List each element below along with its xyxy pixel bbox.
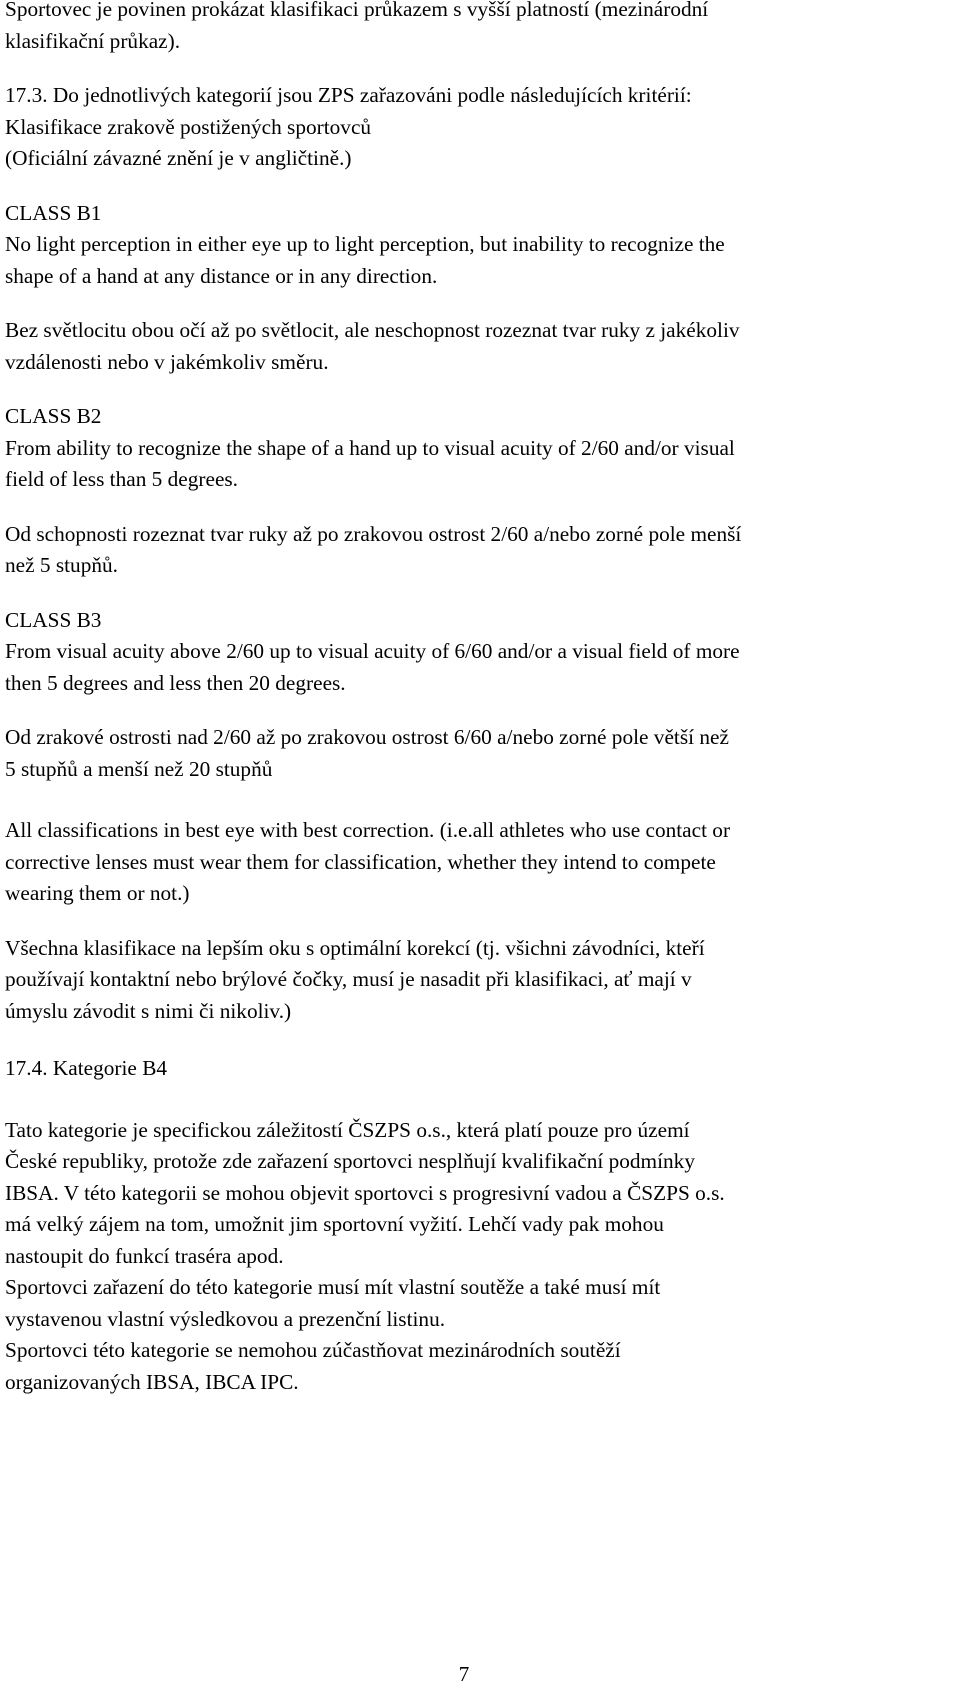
classification-note-english [5, 815, 955, 910]
text-line: then 5 degrees and less then 20 degrees. [5, 670, 346, 695]
text-line: From visual acuity above 2/60 up to visual acuity of 6/60 and/or a visual field of more [5, 639, 740, 663]
text-line: Sportovec je povinen prokázat klasifikaci průkazem s vyšší platností (mezinárodní [5, 0, 709, 21]
class-heading: CLASS B3 [5, 607, 102, 632]
text-line: Od schopnosti rozeznat tvar ruky až po zrakovou ostrost 2/60 a/nebo zorné pole menší [5, 521, 742, 546]
text-line: IBSA. V této kategorii se mohou objevit sportovci s progresivní vadou a ČSZPS o.s. [5, 1180, 725, 1205]
class-heading: CLASS B1 [5, 200, 102, 225]
text-line: Sportovci této kategorie se nemohou zúčastňovat mezinárodních soutěží [5, 1338, 621, 1362]
category-b4-text [5, 1115, 955, 1399]
text-line: 5 stupňů a menší než 20 stupňů [5, 756, 273, 781]
section-heading: 17.3. Do jednotlivých kategorií jsou ZPS zařazováni podle následujících kritérií: [5, 83, 692, 107]
text-line: úmyslu závodit s nimi či nikoliv.) [5, 998, 292, 1023]
class-b3-english [5, 605, 955, 700]
classification-note-czech [5, 933, 955, 1028]
text-line: wearing them or not.) [5, 881, 190, 905]
text-line: (Oficiální závazné znění je v angličtině.) [5, 146, 352, 170]
section-heading: 17.4. Kategorie B4 [5, 1056, 168, 1080]
section-17-4-heading [5, 1053, 955, 1085]
text-line: než 5 stupňů. [5, 553, 118, 577]
class-b2-czech [5, 519, 955, 582]
class-b3-czech [5, 722, 955, 785]
text-line: klasifikační průkaz). [5, 28, 181, 53]
text-line: Sportovci zařazení do této kategorie musí mít vlastní soutěže a také musí mít [5, 1275, 661, 1299]
class-b2-english [5, 401, 955, 496]
text-line: používají kontaktní nebo brýlové čočky, musí je nasadit při klasifikaci, ať mají v [5, 967, 692, 991]
document-page [5, 0, 955, 1398]
text-line: Bez světlocitu obou očí až po světlocit, ale neschopnost rozeznat tvar ruky z jakékoliv [5, 318, 740, 342]
text-line: vystavenou vlastní výsledkovou a prezenční listinu. [5, 1306, 446, 1331]
text-line: Všechna klasifikace na lepším oku s optimální korekcí (tj. všichni závodníci, kteří [5, 935, 705, 960]
text-line: nastoupit do funkcí traséra apod. [5, 1243, 284, 1268]
text-line: má velký zájem na tom, umožnit jim sportovní vyžití. Lehčí vady pak mohou [5, 1212, 664, 1236]
text-line: corrective lenses must wear them for classification, whether they intend to compete [5, 849, 716, 874]
text-line: Tato kategorie je specifickou záležitostí ČSZPS o.s., která platí pouze pro území [5, 1117, 690, 1142]
text-line: All classifications in best eye with best correction. (i.e.all athletes who use contact or [5, 818, 731, 842]
text-line: Od zrakové ostrosti nad 2/60 až po zrakovou ostrost 6/60 a/nebo zorné pole větší než [5, 725, 729, 749]
section-17-3 [5, 80, 955, 175]
text-line: No light perception in either eye up to light perception, but inability to recognize the [5, 232, 725, 256]
text-line: České republiky, protože zde zařazení sportovci nesplňují kvalifikační podmínky [5, 1149, 695, 1173]
text-line: organizovaných IBSA, IBCA IPC. [5, 1369, 299, 1394]
text-line: From ability to recognize the shape of a hand up to visual acuity of 2/60 and/or visual [5, 435, 735, 460]
class-b1-czech [5, 315, 955, 378]
class-heading: CLASS B2 [5, 404, 102, 428]
paragraph-classification-card [5, 0, 955, 57]
text-line: Klasifikace zrakově postižených sportovců [5, 114, 372, 139]
text-line: shape of a hand at any distance or in any direction. [5, 263, 438, 288]
class-b1-english [5, 198, 955, 293]
text-line: vzdálenosti nebo v jakémkoliv směru. [5, 349, 329, 374]
text-line: field of less than 5 degrees. [5, 467, 239, 491]
page-number: 7 [458, 1662, 470, 1686]
